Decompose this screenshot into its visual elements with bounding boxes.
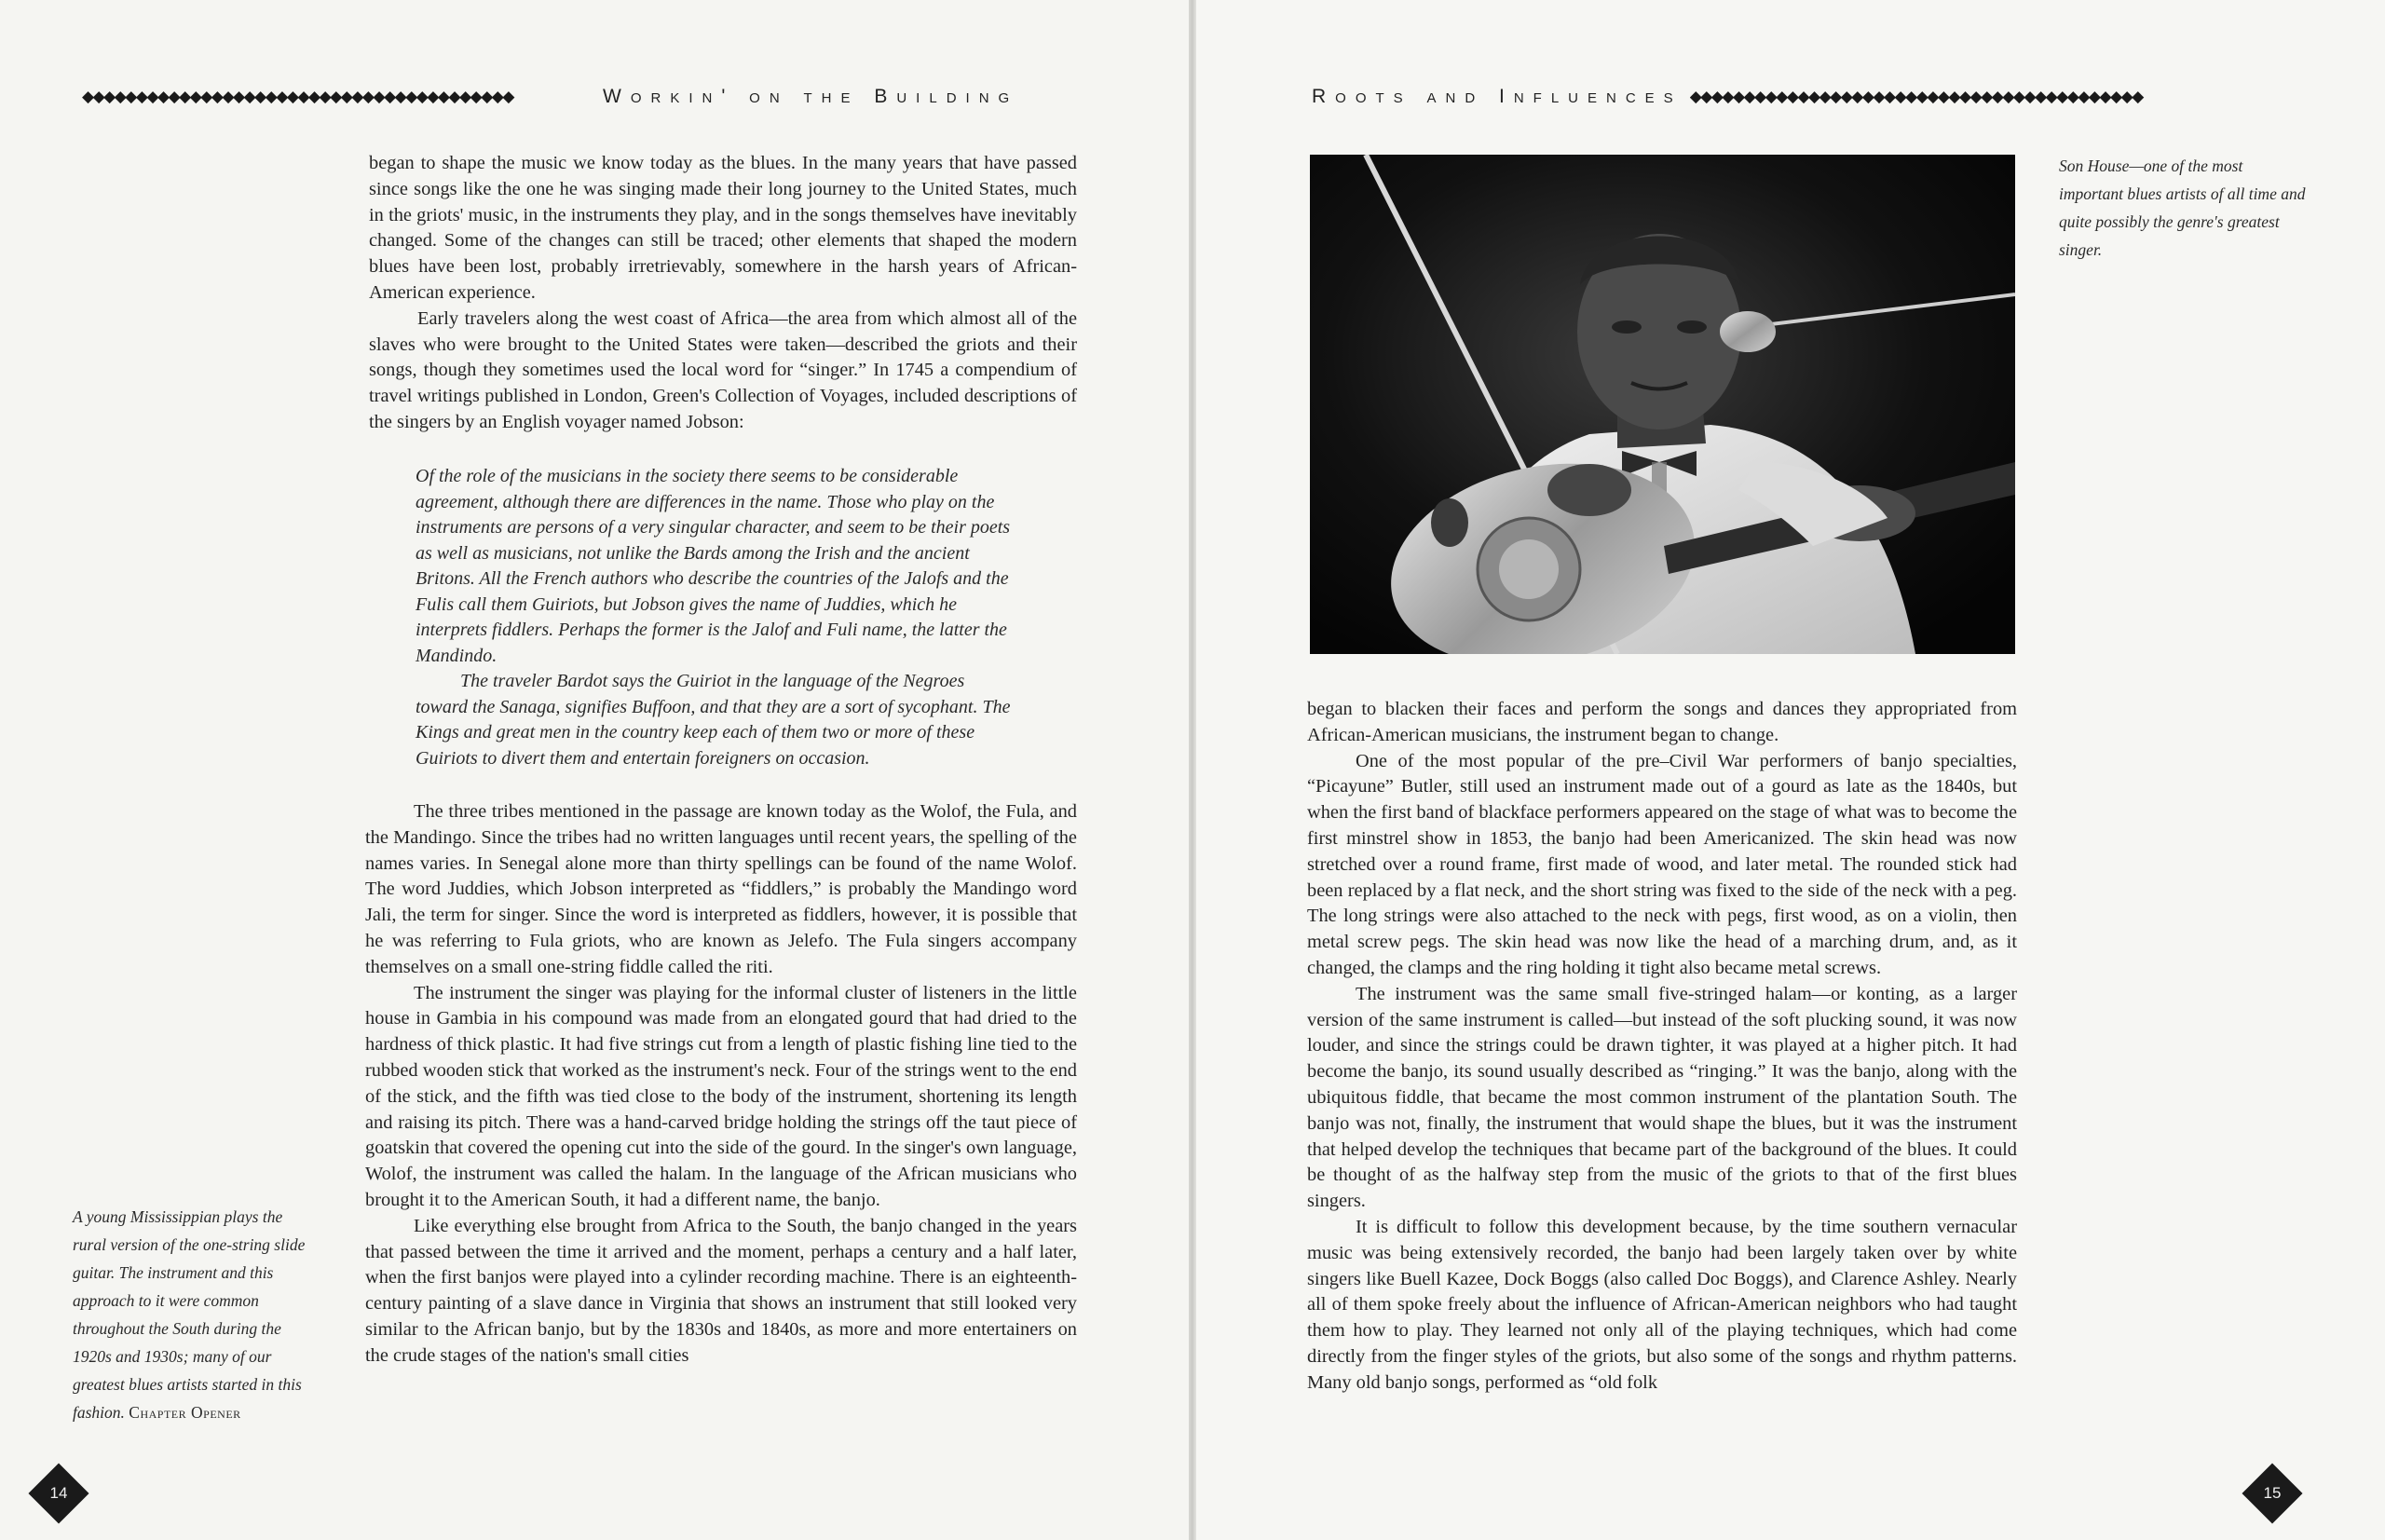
paragraph: Like everything else brought from Africa to the South, the banjo changed in the years that passed between the time it arrived and the moment, perhaps a century and a half later, when the first banjos were played into a cylinder recording machine. There is an eighteenth-century painting of a slave dance in Virginia that shows an instrument that still looked very similar to the African banjo, but by the 1830s and 1840s, as more and more entertainers on the crude stages of the nation's small cities [365, 1215, 1077, 1366]
page-number-right [2242, 1463, 2303, 1524]
son-house-photo [1310, 155, 2015, 654]
running-head-title-left: Workin' on the Building [603, 86, 1019, 107]
left-page [0, 0, 1189, 1540]
body-text-left-top [369, 151, 1077, 436]
body-text-right [1307, 697, 2017, 1397]
caption-text: A young Mississippian plays the rural version of the one-string slide guitar. The instrument and this approach to it were common throughout the South during the 1920s and 1930s; many of our greatest blues artists started in this fashion. [73, 1207, 306, 1422]
caption-credit: Chapter Opener [129, 1403, 241, 1422]
photo-caption-left [73, 1203, 317, 1426]
paragraph: Early travelers along the west coast of Africa—the area from which almost all of the slaves who were brought to the United States were taken—described the griots and their songs, though they sometimes used the local word for “singer.” In 1745 a compendium of travel writings published in London, Green's Collection of Voyages, included descriptions of the singers by an English voyager named Jobson: [369, 307, 1077, 432]
caption-text: Son House—one of the most important blues artists of all time and quite possibly the genre's greatest singer. [2059, 157, 2306, 259]
paragraph: began to blacken their faces and perform the songs and dances they appropriated from African-American musicians, the instrument began to change. [1307, 699, 2017, 745]
paragraph: began to shape the music we know today as the blues. In the many years that have passed since songs like the one he was singing made their long journey to the United States, much in the griots' music, in the instruments they play, and in the songs themselves have inevitably changed. Some of the changes can still be traced; other elements that shaped the modern blues have been lost, probably irretrievably, somewhere in the harsh years of African-American experience. [369, 153, 1077, 303]
paragraph: The instrument the singer was playing for the informal cluster of listeners in the little house in Gambia in his compound was made from an elongated gourd that had dried to the hardness of thick plastic. It had five strings cut from a length of plastic fishing line tied to the rubbed wooden stick that worked as the instrument's neck. Four of the strings went to the end of the stick, and the fifth was tied close to the body of the instrument, shortening its length and raising its pitch. There was a hand-carved bridge holding the strings off the taut piece of goatskin that covered the opening cut into the side of the gourd. In the singer's own language, Wolof, the instrument was called the halam. In the language of the African musicians who brought it to the American South, it had a different name, the banjo. [365, 982, 1077, 1210]
running-head-title-right: Roots and Influences [1312, 86, 1683, 107]
book-gutter [1189, 0, 1196, 1540]
quote-paragraph: Of the role of the musicians in the society there seems to be considerable agreement, although there are differences in the name. Those who play on the instruments are persons of a very singular character, and seem to be their poets as well as musicians, not unlike the Bards among the Irish and the ancient Britons. All the French authors who describe the countries of the Jalofs and the Fulis call them Guiriots, but Jobson gives the name of Juddies, which he interprets fiddlers. Perhaps the former is the Jalof and Fuli name, the latter the Mandindo. [416, 466, 1011, 666]
running-head-right [1312, 82, 2240, 112]
block-quote [416, 464, 1021, 771]
body-text-left-bottom [365, 799, 1077, 1370]
page-number-text: 14 [49, 1484, 68, 1502]
paragraph: The instrument was the same small five-stringed halam—or konting, as a larger version of the same instrument is called—but instead of the soft plucking sound, it was now louder, and since the strings could be drawn tighter, it was played at a higher pitch. It had become the banjo, its sound usually described as “ringing.” It was the banjo, along with the ubiquitous fiddle, that became the most common instrument of the plantation South. The banjo was not, finally, the instrument that would shape the blues, but it was the instrument that helped develop the techniques that became part of the background of the blues. It could be thought of as the halfway step from the music of the griots to that of the first blues singers. [1307, 983, 2017, 1212]
paragraph: One of the most popular of the pre–Civil War performers of banjo specialties, “Picayune” Butler, still used an instrument made out of a gourd as late as the 1840s, but when the first band of blackface performers appeared on the stage of what was to become the first minstrel show in 1853, the banjo had been Americanized. The skin head was now stretched over a round frame, first made of wood, and later metal. The rounded stick had been replaced by a flat neck, and the short string was fixed to the side of the neck with a peg. The long strings were also attached to the neck with pegs, first wood, as on a violin, then metal screw pegs. The skin head was now like the head of a marching drum, and, as it changed, the clamps and the ring holding it tight also became metal screws. [1307, 750, 2017, 978]
page-number-left [28, 1463, 89, 1524]
diamond-rule-icon: ◆◆◆◆◆◆◆◆◆◆◆◆◆◆◆◆◆◆◆◆◆◆◆◆◆◆◆◆◆◆◆◆◆◆◆◆◆◆◆◆ [82, 89, 513, 105]
quote-paragraph: The traveler Bardot says the Guiriot in the language of the Negroes toward the Sanaga, signifies Buffoon, and that they are a sort of sycophant. The Kings and great men in the country keep each of them two or more of these Guiriots to divert them and entertain foreigners on occasion. [416, 671, 1011, 769]
running-head-left [82, 82, 1018, 112]
diamond-rule-icon: ◆◆◆◆◆◆◆◆◆◆◆◆◆◆◆◆◆◆◆◆◆◆◆◆◆◆◆◆◆◆◆◆◆◆◆◆◆◆◆◆◆◆ [1689, 89, 2143, 105]
paragraph: The three tribes mentioned in the passage are known today as the Wolof, the Fula, and the Mandingo. Since the tribes had no written languages until recent years, the spelling of the names varies. In Senegal alone more than thirty spellings can be found of the name Wolof. The word Juddies, which Jobson interpreted as “fiddlers,” is probably the Mandingo word Jali, the term for singer. Since the word is interpreted as fiddlers, however, it is possible that he was referring to Fula griots, who are known as Jelefo. The Fula singers accompany themselves on a small one-string fiddle called the riti. [365, 801, 1077, 977]
photo-illustration [1310, 155, 2015, 654]
photo-caption-right [2059, 152, 2310, 264]
page-number-text: 15 [2263, 1484, 2282, 1502]
paragraph: It is difficult to follow this development because, by the time southern vernacular music was being extensively recorded, the banjo had been largely taken over by white singers like Buell Kazee, Dock Boggs (also called Doc Boggs), and Clarence Ashley. Nearly all of them spoke freely about the influence of African-American neighbors who had taught them how to play. They learned not only all of the playing techniques, which had come directly from the finger styles of the griots, but also some of the songs and rhythm patterns. Many old banjo songs, performed as “old folk [1307, 1216, 2017, 1393]
